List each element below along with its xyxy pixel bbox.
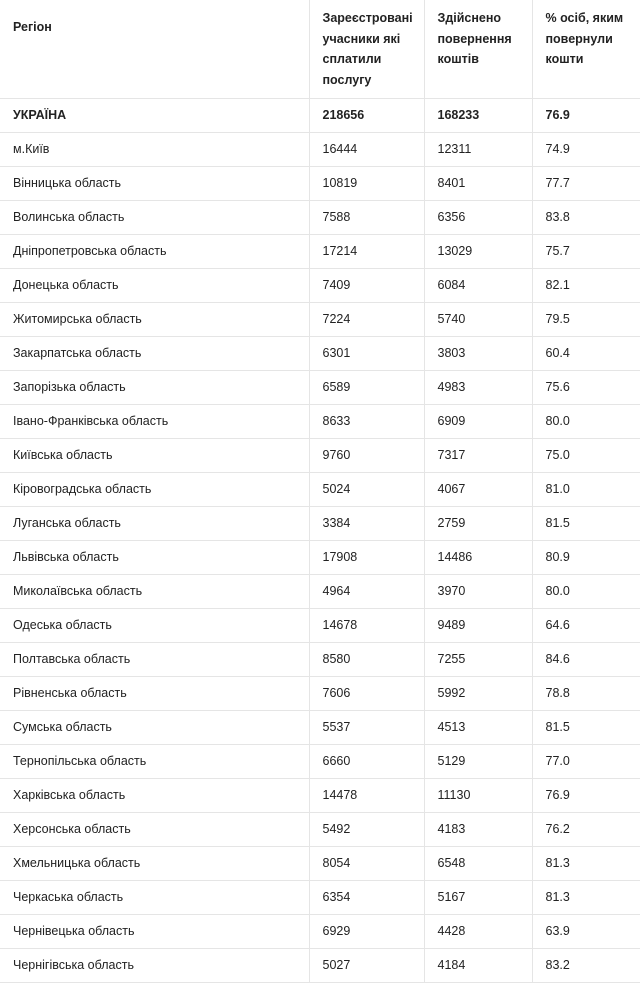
registered-paid-cell: 3384: [309, 506, 424, 540]
table-row: [0, 166, 640, 200]
refunds-made-cell: 8401: [424, 166, 532, 200]
registered-paid-cell: 5492: [309, 812, 424, 846]
region-cell: Дніпропетровська область: [0, 234, 309, 268]
region-cell: Запорізька область: [0, 370, 309, 404]
table-row: [0, 948, 640, 982]
table-row-total: [0, 98, 640, 132]
registered-paid-cell: 17908: [309, 540, 424, 574]
refunds-made-cell: 4983: [424, 370, 532, 404]
percent-refunded-cell: 75.6: [532, 370, 640, 404]
header-refunds-made: Здійснено повернення коштів: [424, 0, 532, 98]
registered-paid-cell: 6929: [309, 914, 424, 948]
region-cell: Рівненська область: [0, 676, 309, 710]
registered-paid-cell: 6660: [309, 744, 424, 778]
region-cell: Львівська область: [0, 540, 309, 574]
region-cell: Хмельницька область: [0, 846, 309, 880]
table-row: [0, 846, 640, 880]
region-cell: Закарпатська область: [0, 336, 309, 370]
percent-refunded-cell: 76.9: [532, 778, 640, 812]
region-cell: Тернопільська область: [0, 744, 309, 778]
percent-refunded-cell: 81.5: [532, 506, 640, 540]
registered-paid-cell: 5027: [309, 948, 424, 982]
region-cell: Луганська область: [0, 506, 309, 540]
percent-refunded-cell: 77.0: [532, 744, 640, 778]
refunds-made-cell: 6084: [424, 268, 532, 302]
refunds-made-cell: 4513: [424, 710, 532, 744]
refunds-made-cell: 7317: [424, 438, 532, 472]
table-header-row: [0, 0, 640, 98]
refunds-made-cell: 6548: [424, 846, 532, 880]
refunds-made-cell: 4067: [424, 472, 532, 506]
header-registered-paid: Зареєстровані учасники які сплатили послугу: [309, 0, 424, 98]
percent-refunded-cell: 84.6: [532, 642, 640, 676]
region-cell: Харківська область: [0, 778, 309, 812]
table-row: [0, 268, 640, 302]
registered-paid-cell: 7409: [309, 268, 424, 302]
percent-refunded-cell: 63.9: [532, 914, 640, 948]
table-row: [0, 608, 640, 642]
refunds-made-cell: 2759: [424, 506, 532, 540]
region-cell: Черкаська область: [0, 880, 309, 914]
registered-paid-cell: 7224: [309, 302, 424, 336]
header-region: Регіон: [0, 0, 309, 98]
table-row: [0, 302, 640, 336]
region-cell: УКРАЇНА: [0, 98, 309, 132]
region-cell: Чернігівська область: [0, 948, 309, 982]
registered-paid-cell: 8054: [309, 846, 424, 880]
refunds-made-cell: 168233: [424, 98, 532, 132]
region-cell: м.Київ: [0, 132, 309, 166]
region-cell: Донецька область: [0, 268, 309, 302]
table-row: [0, 778, 640, 812]
percent-refunded-cell: 75.0: [532, 438, 640, 472]
refunds-made-cell: 6356: [424, 200, 532, 234]
refunds-made-cell: 7255: [424, 642, 532, 676]
registered-paid-cell: 9760: [309, 438, 424, 472]
table-row: [0, 472, 640, 506]
region-cell: Волинська область: [0, 200, 309, 234]
table-row: [0, 540, 640, 574]
region-cell: Кіровоградська область: [0, 472, 309, 506]
refunds-made-cell: 5129: [424, 744, 532, 778]
refunds-made-cell: 5992: [424, 676, 532, 710]
registered-paid-cell: 16444: [309, 132, 424, 166]
table-row: [0, 812, 640, 846]
refunds-made-cell: 4184: [424, 948, 532, 982]
table-row: [0, 132, 640, 166]
registered-paid-cell: 14478: [309, 778, 424, 812]
refunds-made-cell: 4183: [424, 812, 532, 846]
table-row: [0, 370, 640, 404]
refunds-made-cell: 11130: [424, 778, 532, 812]
percent-refunded-cell: 81.3: [532, 846, 640, 880]
registered-paid-cell: 4964: [309, 574, 424, 608]
region-cell: Одеська область: [0, 608, 309, 642]
percent-refunded-cell: 81.0: [532, 472, 640, 506]
percent-refunded-cell: 82.1: [532, 268, 640, 302]
percent-refunded-cell: 83.8: [532, 200, 640, 234]
table-row: [0, 200, 640, 234]
refunds-made-cell: 12311: [424, 132, 532, 166]
percent-refunded-cell: 83.2: [532, 948, 640, 982]
refunds-made-cell: 14486: [424, 540, 532, 574]
region-cell: Херсонська область: [0, 812, 309, 846]
registered-paid-cell: 8580: [309, 642, 424, 676]
percent-refunded-cell: 80.0: [532, 404, 640, 438]
refunds-made-cell: 5740: [424, 302, 532, 336]
table-row: [0, 710, 640, 744]
table-row: [0, 234, 640, 268]
registered-paid-cell: 8633: [309, 404, 424, 438]
table-row: [0, 438, 640, 472]
refunds-made-cell: 13029: [424, 234, 532, 268]
table-row: [0, 676, 640, 710]
table-row: [0, 574, 640, 608]
registered-paid-cell: 5024: [309, 472, 424, 506]
registered-paid-cell: 14678: [309, 608, 424, 642]
header-percent-refunded: % осіб, яким повернули кошти: [532, 0, 640, 98]
refunds-made-cell: 3970: [424, 574, 532, 608]
registered-paid-cell: 17214: [309, 234, 424, 268]
percent-refunded-cell: 81.3: [532, 880, 640, 914]
percent-refunded-cell: 81.5: [532, 710, 640, 744]
table-row: [0, 642, 640, 676]
registered-paid-cell: 6354: [309, 880, 424, 914]
registered-paid-cell: 7606: [309, 676, 424, 710]
percent-refunded-cell: 80.9: [532, 540, 640, 574]
percent-refunded-cell: 74.9: [532, 132, 640, 166]
percent-refunded-cell: 79.5: [532, 302, 640, 336]
registered-paid-cell: 6301: [309, 336, 424, 370]
table-row: [0, 404, 640, 438]
percent-refunded-cell: 76.9: [532, 98, 640, 132]
region-cell: Вінницька область: [0, 166, 309, 200]
table-row: [0, 506, 640, 540]
region-cell: Полтавська область: [0, 642, 309, 676]
table-row: [0, 914, 640, 948]
percent-refunded-cell: 77.7: [532, 166, 640, 200]
table-row: [0, 880, 640, 914]
region-cell: Миколаївська область: [0, 574, 309, 608]
region-cell: Івано-Франківська область: [0, 404, 309, 438]
registered-paid-cell: 6589: [309, 370, 424, 404]
table-row: [0, 744, 640, 778]
refunds-made-cell: 9489: [424, 608, 532, 642]
refunds-made-cell: 5167: [424, 880, 532, 914]
region-cell: Сумська область: [0, 710, 309, 744]
registered-paid-cell: 5537: [309, 710, 424, 744]
percent-refunded-cell: 60.4: [532, 336, 640, 370]
region-cell: Житомирська область: [0, 302, 309, 336]
percent-refunded-cell: 75.7: [532, 234, 640, 268]
registered-paid-cell: 218656: [309, 98, 424, 132]
registered-paid-cell: 7588: [309, 200, 424, 234]
percent-refunded-cell: 64.6: [532, 608, 640, 642]
table-body: [0, 98, 640, 982]
percent-refunded-cell: 80.0: [532, 574, 640, 608]
refunds-made-cell: 3803: [424, 336, 532, 370]
region-cell: Чернівецька область: [0, 914, 309, 948]
region-cell: Київська область: [0, 438, 309, 472]
table-row: [0, 336, 640, 370]
percent-refunded-cell: 78.8: [532, 676, 640, 710]
refunds-made-cell: 4428: [424, 914, 532, 948]
percent-refunded-cell: 76.2: [532, 812, 640, 846]
registered-paid-cell: 10819: [309, 166, 424, 200]
refunds-made-cell: 6909: [424, 404, 532, 438]
